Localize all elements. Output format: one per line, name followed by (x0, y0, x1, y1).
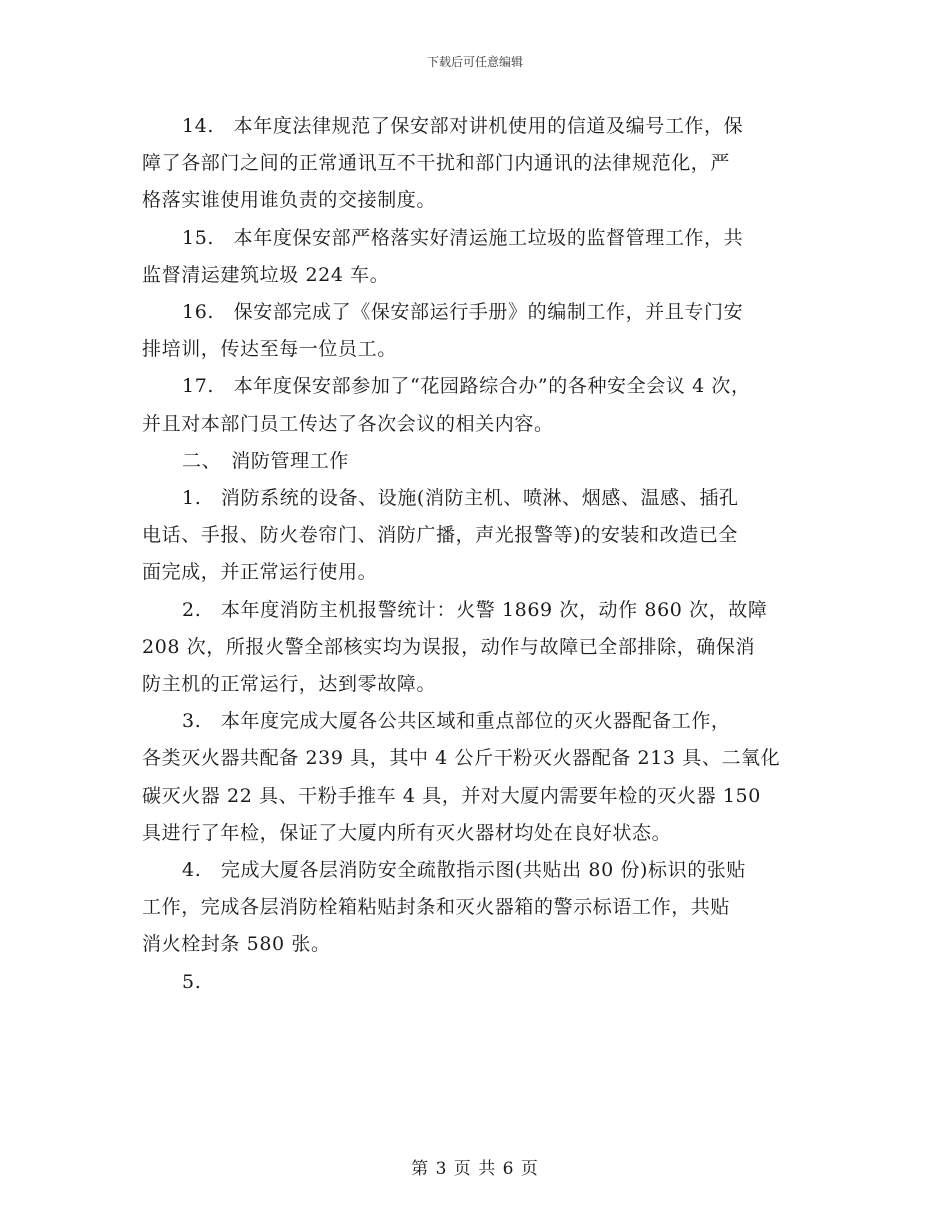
page-header: 下载后可任意编辑 (426, 55, 523, 69)
paragraph-line: 排培训，传达至每一位员工。 (142, 338, 397, 361)
paragraph-14 (142, 108, 810, 220)
paragraph-line: 障了各部门之间的正常通讯互不干扰和部门内通讯的法律规范化，严 (142, 152, 731, 175)
paragraph-line: 2. 本年度消防主机报警统计：火警 1869 次，动作 860 次，故障 (182, 598, 768, 621)
paragraph-line: 16. 保安部完成了《保安部运行手册》的编制工作，并且专门安 (182, 301, 744, 324)
paragraph-line: 1. 消防系统的设备、设施(消防主机、喷淋、烟感、温感、插孔 (182, 487, 739, 510)
paragraph-line: 4. 完成大厦各层消防安全疏散指示图(共贴出 80 份)标识的张贴 (182, 859, 747, 882)
paragraph-line: 208 次，所报火警全部核实均为误报，动作与故障已全部排除，确保消 (142, 635, 756, 658)
document-body (142, 108, 810, 1001)
paragraph-line: 并且对本部门员工传达了各次会议的相关内容。 (142, 412, 554, 435)
paragraph-line: 15. 本年度保安部严格落实好清运施工垃圾的监督管理工作，共 (182, 226, 744, 249)
paragraph-line: 防主机的正常运行，达到零故障。 (142, 673, 437, 696)
paragraph-line: 17. 本年度保安部参加了“花园路综合办”的各种安全会议 4 次， (182, 375, 751, 398)
paragraph-line: 各类灭火器共配备 239 具，其中 4 公斤干粉灭火器配备 213 具、二氧化 (142, 747, 781, 770)
paragraph-15 (142, 220, 810, 294)
paragraph-line: 5. (182, 970, 202, 993)
paragraph-line: 格落实谁使用谁负责的交接制度。 (142, 189, 437, 212)
paragraph-line: 监督清运建筑垃圾 224 车。 (142, 263, 390, 286)
paragraph-fire-1 (142, 480, 810, 592)
paragraph-fire-5 (142, 964, 810, 1001)
paragraph-line: 面完成，并正常运行使用。 (142, 561, 378, 584)
paragraph-line: 碳灭火器 22 具、干粉手推车 4 具，并对大厦内需要年检的灭火器 150 (142, 784, 761, 807)
paragraph-line: 消火栓封条 580 张。 (142, 933, 331, 956)
section-heading-fire-management (142, 443, 810, 480)
paragraph-16 (142, 294, 810, 368)
paragraph-line: 14. 本年度法律规范了保安部对讲机使用的信道及编号工作，保 (182, 115, 744, 137)
paragraph-fire-4 (142, 852, 810, 964)
paragraph-17 (142, 368, 810, 442)
paragraph-fire-2 (142, 592, 810, 704)
page-number: 第 3 页 共 6 页 (411, 1159, 539, 1179)
paragraph-line: 3. 本年度完成大厦各公共区域和重点部位的灭火器配备工作， (182, 710, 731, 733)
paragraph-line: 具进行了年检，保证了大厦内所有灭火器材均处在良好状态。 (142, 821, 672, 844)
section-heading-text: 二、 消防管理工作 (182, 449, 349, 472)
paragraph-fire-3 (142, 703, 810, 852)
paragraph-line: 电话、手报、防火卷帘门、消防广播，声光报警等)的安装和改造已全 (142, 524, 739, 547)
paragraph-line: 工作，完成各层消防栓箱粘贴封条和灭火器箱的警示标语工作，共贴 (142, 896, 731, 919)
